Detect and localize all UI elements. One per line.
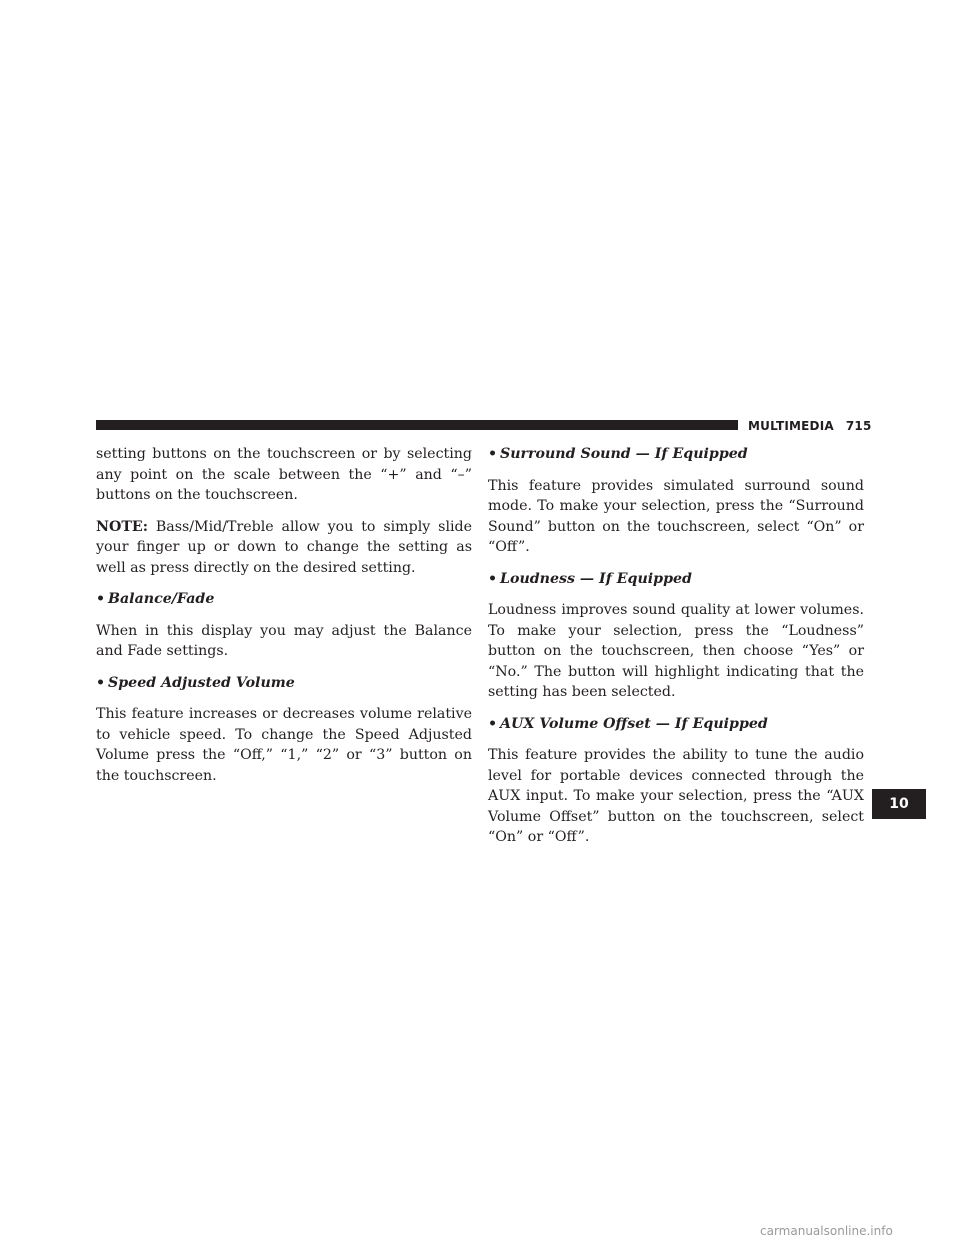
paragraph: When in this display you may adjust the Balance and Fade settings. [96,622,472,659]
bullet-heading [488,444,864,465]
paragraph: setting buttons on the touchscreen or by selecting any point on the scale between the “+” and “–” buttons on the touchscreen. [96,446,472,503]
bullet-icon: • [488,446,498,462]
note-text: Bass/Mid/Treble allow you to simply slide your finger up or down to change the setting as well as press directly on the desired setting. [96,518,472,576]
header-rule [96,420,738,430]
paragraph: Loudness improves sound quality at lower volumes. To make your selection, press the “Loudness” button on the touchscreen, then choose “Yes” or “No.” The button will highlight indicating that the setting has been selected. [488,602,864,700]
running-header [748,417,872,435]
bullet-heading [96,673,472,694]
note-paragraph [96,517,472,579]
chapter-tab: 10 [872,789,926,819]
watermark: carmanualsonline.info [760,1224,893,1238]
bullet-label: Speed Adjusted Volume [108,674,295,691]
bullet-icon: • [488,570,498,587]
page-number: 715 [845,419,872,433]
bullet-label: Balance/Fade [108,591,215,607]
paragraph: This feature increases or decreases volume relative to vehicle speed. To change the Speed Adjusted Volume press the “Off,” “1,” “2” or “3” button on the touchscreen. [96,706,472,784]
right-column [488,444,864,859]
bullet-heading [488,714,864,735]
bullet-label: AUX Volume Offset — If Equipped [500,715,768,732]
section-title: MULTIMEDIA [748,419,834,433]
bullet-label: Loudness — If Equipped [500,570,692,587]
paragraph: This feature provides simulated surround sound mode. To make your selection, press the “Surround Sound” button on the touchscreen, select “On” or “Off”. [488,477,864,555]
bullet-icon: • [96,674,106,691]
note-label: NOTE: [96,518,148,535]
bullet-heading [488,569,864,590]
bullet-icon: • [488,715,498,732]
left-column [96,444,472,797]
bullet-heading [96,589,472,610]
bullet-label: Surround Sound — If Equipped [500,446,748,462]
paragraph: This feature provides the ability to tune the audio level for portable devices connected through the AUX input. To make your selection, press the “AUX Volume Offset” button on the touchscreen, select “On” or “Off”. [488,747,864,845]
bullet-icon: • [96,591,106,607]
